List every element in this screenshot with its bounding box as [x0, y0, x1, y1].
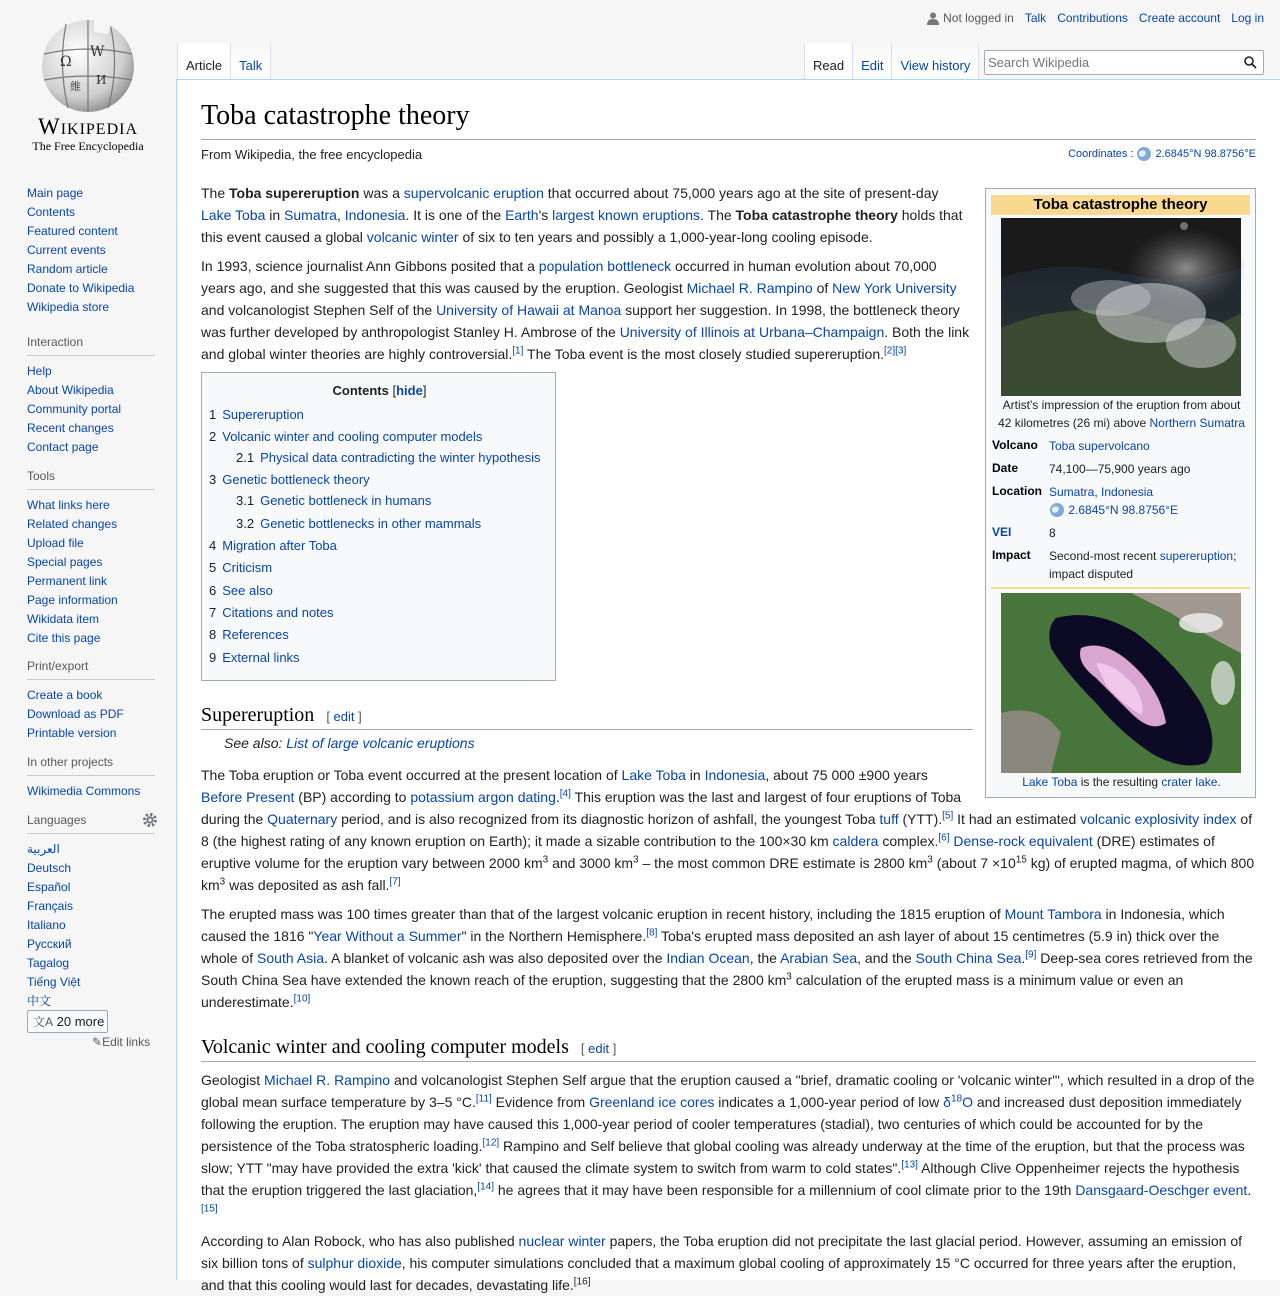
language-french[interactable]: Français: [27, 899, 74, 913]
eruption-illustration: [1001, 218, 1241, 396]
infobox-caption-1: Artist's impression of the eruption from about 42 kilometres (26 mi) above Northern Sumatra: [998, 398, 1245, 430]
link-largest-eruptions[interactable]: largest known eruptions: [552, 207, 700, 223]
section-divider: [201, 729, 973, 730]
link-vei[interactable]: volcanic explosivity index: [1080, 811, 1237, 827]
create-account-link[interactable]: Create account: [1138, 11, 1221, 25]
link-earth[interactable]: Earth: [505, 207, 539, 223]
tab-view-history[interactable]: View history: [891, 43, 979, 79]
globe-icon[interactable]: [1136, 146, 1152, 162]
ref-13[interactable]: [13]: [901, 1159, 918, 1171]
toc-item-3-2[interactable]: 3.2 Genetic bottlenecks in other mammals: [236, 516, 482, 531]
link-south-asia[interactable]: South Asia: [257, 950, 324, 966]
ref-10[interactable]: [10]: [293, 993, 311, 1005]
link-crater-lake[interactable]: crater lake: [1161, 775, 1218, 789]
toc-hide-link[interactable]: hide: [396, 383, 423, 398]
globe-icon[interactable]: [1049, 502, 1065, 518]
section-heading-supereruption: Supereruption [ edit ]: [201, 704, 362, 726]
sidebar-interaction: [27, 335, 159, 457]
supereruption-paragraph-2: The erupted mass was 100 times greater than that of the largest volcanic eruption in recent history, including the 1815 eruption of Mount Tambora in Indonesia, which caused the 1816 "Year Without a Summer" in the Northern Hemisphere.[8] Toba's erupted mass deposited an ash layer of about 15 centimetres (5.9 in) thick over the whole of South Asia. A blanket of volcanic ash was also deposited over the Indian Ocean, the Arabian Sea, and the South China Sea.[9] Deep-sea cores retrieved from the South China Sea have extended the known reach of the eruption, suggesting that the 2800 $km^3$ calculation of the erupted mass is a minimum value or even an underestimate.[10]: [201, 906, 1253, 1010]
sidebar-item-contents[interactable]: Contents: [27, 205, 76, 219]
table-of-contents: Contents [hide] 1 Supereruption 2 Volcanic winter and cooling computer models 2.1 Physical data contradicting the winter hypothesis 3 Genetic bottleneck theory 3.1 Genetic bottleneck in humans 3.2 Genetic bottlenecks in other mammals 4 Migration after Toba 5 Criticism 6 See also 7 Citations and notes 8 References 9 External links: [201, 372, 556, 681]
sidebar-print-export: [27, 659, 159, 743]
svg-text:И: И: [96, 73, 107, 87]
sidebar-item-what-links-here[interactable]: What links here: [27, 498, 110, 512]
lake-toba-satellite-image[interactable]: [1001, 593, 1241, 773]
namespace-tabs: [177, 43, 271, 79]
ref-2[interactable]: [2]: [884, 345, 896, 357]
sidebar-item-permanent-link[interactable]: Permanent link: [27, 574, 108, 588]
infobox-value-date: 74,100—75,900 years ago: [1049, 462, 1191, 476]
toc-item-8[interactable]: 8 References: [209, 627, 289, 642]
infobox-label-impact: Impact: [992, 548, 1031, 562]
lead-paragraph-1: The Toba supereruption was a supervolcanic eruption that occurred about 75,000 years ago at the site of present-day Lake Toba in Sumatra, Indonesia. It is one of the Earth's largest known eruptions. The Toba catastrophe theory holds that this event caused a global volcanic winter of six to ten years and possibly a 1,000-year-long cooling episode.: [201, 185, 963, 245]
wordmark: Wikipedia: [37, 114, 139, 139]
link-volcanic-winter[interactable]: volcanic winter: [366, 229, 459, 245]
sidebar-other-projects: [27, 755, 159, 801]
lead-paragraph-2: In 1993, science journalist Ann Gibbons posited that a population bottleneck occurred in human evolution about 70,000 years ago, and she suggested that this was caused by the eruption. Geologist Michael R. Rampino of New York University and volcanologist Stephen Self of the University of Hawaii at Manoa support her suggestion. In 1998, the bottleneck theory was further developed by anthropologist Stanley H. Ambrose of the University of Illinois at Urbana–Champaign. Both the link and global winter theories are highly controversial.[1] The Toba event is the most closely studied supereruption.[2][3]: [201, 258, 970, 362]
sidebar-item-create-book[interactable]: Create a book: [27, 688, 103, 702]
link-sumatra[interactable]: Sumatra: [284, 207, 337, 223]
sidebar-item-about[interactable]: About Wikipedia: [27, 383, 114, 397]
eruption-image[interactable]: [1001, 218, 1241, 396]
toc-item-3[interactable]: 3 Genetic bottleneck theory: [209, 472, 370, 487]
link-northern-sumatra[interactable]: Northern Sumatra: [1149, 416, 1245, 430]
link-year-without-summer[interactable]: Year Without a Summer: [313, 928, 462, 944]
link-university-of-hawaii[interactable]: University of Hawaii at Manoa: [436, 302, 622, 318]
infobox-divider: [991, 587, 1250, 589]
sidebar-navigation: [27, 184, 159, 317]
link-lake-toba[interactable]: Lake Toba: [201, 207, 266, 223]
toc-item-6[interactable]: 6 See also: [209, 583, 273, 598]
link-quaternary[interactable]: Quaternary: [267, 811, 338, 827]
link-sulphur-dioxide[interactable]: sulphur dioxide: [307, 1255, 402, 1271]
link-michael-rampino[interactable]: Michael R. Rampino: [686, 280, 813, 296]
ref-11[interactable]: [11]: [475, 1093, 492, 1105]
sidebar-item-random-article[interactable]: Random article: [27, 262, 108, 276]
log-in-link[interactable]: Log in: [1231, 11, 1264, 25]
tab-talk[interactable]: Talk: [230, 43, 271, 79]
toc-item-4[interactable]: 4 Migration after Toba: [209, 538, 337, 553]
link-sumatra-infobox[interactable]: Sumatra: [1049, 485, 1095, 499]
sidebar-heading-interaction: Interaction: [27, 335, 155, 356]
toc-item-5[interactable]: 5 Criticism: [209, 560, 273, 575]
link-lake-toba-caption[interactable]: Lake Toba: [1022, 775, 1078, 789]
link-indonesia-infobox[interactable]: Indonesia: [1101, 485, 1154, 499]
infobox-value-volcano[interactable]: Toba supervolcano: [1049, 439, 1150, 453]
sidebar-item-page-information[interactable]: Page information: [27, 593, 118, 607]
more-languages-button[interactable]: [27, 1010, 108, 1033]
sidebar-item-contact[interactable]: Contact page: [27, 440, 99, 454]
link-uiuc[interactable]: University of Illinois at Urbana–Champaign: [619, 324, 885, 340]
sidebar-item-main-page[interactable]: Main page: [27, 186, 84, 200]
infobox-value-impact: Second-most recent supereruption; impact disputed: [1049, 549, 1237, 581]
language-german[interactable]: Deutsch: [27, 861, 72, 875]
toc-title: Contents: [332, 383, 389, 398]
sidebar-item-printable-version[interactable]: Printable version: [27, 726, 117, 740]
coordinates: Coordinates : 2.6845°N 98.8756°E: [1068, 148, 1256, 160]
infobox-label-volcano: Volcano: [992, 438, 1038, 452]
infobox-title: Toba catastrophe theory: [991, 195, 1250, 215]
link-caldera[interactable]: caldera: [832, 833, 879, 849]
sidebar-item-help[interactable]: Help: [27, 364, 52, 378]
toc-item-1[interactable]: 1 Supereruption: [209, 407, 304, 422]
page-title: Toba catastrophe theory: [201, 100, 470, 131]
svg-text:Ω: Ω: [60, 54, 72, 70]
contributions-link[interactable]: Contributions: [1057, 11, 1128, 25]
language-vietnamese[interactable]: Tiếng Việt: [27, 975, 81, 989]
toc-item-2-1[interactable]: 2.1 Physical data contradicting the winter hypothesis: [236, 450, 541, 465]
site-subtitle: From Wikipedia, the free encyclopedia: [201, 147, 423, 162]
sidebar-item-current-events[interactable]: Current events: [27, 243, 106, 257]
toc-item-2[interactable]: 2 Volcanic winter and cooling computer models: [209, 429, 483, 444]
tagline: The Free Encyclopedia: [32, 139, 144, 153]
sidebar-item-featured-content[interactable]: Featured content: [27, 224, 118, 238]
link-indonesia-2[interactable]: Indonesia: [704, 767, 766, 783]
wikipedia-logo[interactable]: [0, 0, 176, 160]
link-dense-rock-equivalent[interactable]: Dense-rock equivalent: [953, 833, 1093, 849]
language-chinese[interactable]: 中文: [27, 994, 52, 1008]
language-russian[interactable]: Русский: [27, 937, 72, 951]
ref-12[interactable]: [12]: [482, 1137, 500, 1149]
link-michael-rampino-2[interactable]: Michael R. Rampino: [264, 1072, 391, 1088]
lake-toba-map: [1001, 593, 1241, 773]
search-box: [984, 50, 1264, 75]
sidebar-heading-print: Print/export: [27, 659, 155, 680]
ref-6[interactable]: [6]: [938, 832, 950, 844]
ref-14[interactable]: [14]: [477, 1181, 494, 1193]
link-indian-ocean[interactable]: Indian Ocean: [666, 950, 750, 966]
puzzle-globe-icon: [36, 14, 140, 114]
ref-15[interactable]: [15]: [201, 1203, 218, 1215]
translate-icon: 文A: [33, 1015, 54, 1029]
sidebar-item-store[interactable]: Wikipedia store: [27, 300, 110, 314]
title-divider: [201, 139, 1256, 140]
section-divider: [201, 1061, 1256, 1062]
infobox-label-location: Location: [992, 484, 1042, 498]
link-arabian-sea[interactable]: Arabian Sea: [780, 950, 858, 966]
sidebar-item-download-pdf[interactable]: Download as PDF: [27, 707, 124, 721]
ref-5[interactable]: [5]: [942, 810, 954, 822]
infobox-value-location: Sumatra, Indonesia 2.6845°N 98.8756°E: [1049, 485, 1179, 517]
link-nyu[interactable]: New York University: [832, 280, 957, 296]
toc-item-7[interactable]: 7 Citations and notes: [209, 605, 334, 620]
language-settings-gear-icon[interactable]: [142, 812, 158, 828]
view-tabs: [804, 43, 979, 79]
tab-edit[interactable]: Edit: [852, 43, 891, 79]
coordinates-value[interactable]: 2.6845°N 98.8756°E: [1155, 148, 1256, 160]
ref-7[interactable]: [7]: [389, 876, 401, 888]
link-potassium-argon-dating[interactable]: potassium argon dating: [410, 789, 556, 805]
sidebar-item-wikidata-item[interactable]: Wikidata item: [27, 612, 100, 626]
sidebar-heading-projects: In other projects: [27, 755, 155, 776]
toc-item-3-1[interactable]: 3.1 Genetic bottleneck in humans: [236, 493, 432, 508]
search-icon[interactable]: [1244, 56, 1257, 69]
supereruption-paragraph-1: The Toba eruption or Toba event occurred at the present location of Lake Toba in Indonesia, about 75 000 ±900 years Before Present (BP) according to potassium argon dating.[4] This eruption was the last and largest of four eruptions of Toba during the Quaternary period, and is also recognized from its diagnostic horizon of ashfall, the youngest Toba tuff (YTT).[5] It had an estimated volcanic explosivity index of 8 (the highest rating of any known eruption on Earth); it made a sizable contribution to the 100×30 km caldera complex.[6] Dense-rock equivalent (DRE) estimates of eruptive volume for the eruption vary between 2000 $km^3$ and 3000 $km^3$ – the most common DRE estimate is 2800 $km^3$ (about $7 \times 10^{15}$ kg) of erupted magma, of which 800 $km^3$ was deposited as ash fall.[7]: [201, 767, 1255, 893]
section-heading-volcanic-winter: Volcanic winter and cooling computer models [ edit ]: [201, 1036, 617, 1058]
edit-section-supereruption[interactable]: edit: [333, 709, 355, 724]
personal-tools: [927, 8, 1264, 28]
link-list-of-large-eruptions[interactable]: List of large volcanic eruptions: [286, 735, 475, 751]
infobox-value-vei: 8: [1049, 526, 1056, 540]
volcanic-winter-paragraph-2: According to Alan Robock, who has also published nuclear winter papers, the Toba eruption did not precipitate the last glacial period. However, assuming an emission of six billion tons of sulphur dioxide, his computer simulations concluded that a maximum global cooling of approximately 15 °C occurred for three years after the eruption, and that this cooling would last for decades, devastating life.[16]: [201, 1233, 1243, 1293]
edit-section-volcanic-winter[interactable]: edit: [588, 1041, 610, 1056]
link-supereruption[interactable]: supereruption: [1159, 549, 1234, 563]
sidebar-heading-tools: Tools: [27, 469, 155, 490]
edit-links[interactable]: ✎Edit links: [92, 1035, 151, 1049]
sidebar-item-special-pages[interactable]: Special pages: [27, 555, 103, 569]
infobox-coordinates[interactable]: 2.6845°N 98.8756°E: [1068, 503, 1179, 517]
tab-read[interactable]: Read: [804, 43, 852, 79]
link-nuclear-winter[interactable]: nuclear winter: [518, 1233, 606, 1249]
coordinates-label[interactable]: Coordinates: [1068, 148, 1128, 160]
link-greenland-ice-cores[interactable]: Greenland ice cores: [589, 1094, 715, 1110]
link-supervolcanic-eruption[interactable]: supervolcanic eruption: [403, 185, 544, 201]
svg-text:維: 維: [70, 80, 81, 93]
link-population-bottleneck[interactable]: population bottleneck: [538, 258, 672, 274]
link-delta-18o[interactable]: $\delta^{18}O$: [943, 1093, 973, 1110]
infobox-caption-2: Lake Toba is the resulting crater lake.: [1022, 775, 1221, 789]
sidebar-item-recent-changes[interactable]: Recent changes: [27, 421, 114, 435]
toc-item-9[interactable]: 9 External links: [209, 650, 300, 665]
volcanic-winter-paragraph-1: Geologist Michael R. Rampino and volcanologist Stephen Self argue that the eruption caused a "brief, dramatic cooling or 'volcanic winter'", which resulted in a drop of the global mean surface temperature by 3–5 °C.[11] Evidence from Greenland ice cores indicates a 1,000-year period of low $\delta^{18}O$ and increased dust deposition immediately following the eruption. The eruption may have caused this 1,000-year period of cooler temperatures (stadial), two centuries of which could be accounted for by the persistence of the Toba stratospheric loading.[12] Rampino and Self believe that global cooling was already underway at the time of the eruption, but that the process was slow; YTT "may have provided the extra 'kick' that caused the climate system to switch from warm to cold states".[13] Although Clive Oppenheimer rejects the hypothesis that the eruption triggered the last glaciation,[14] he agrees that it may have been responsible for a millennium of cool climate prior to the 19th Dansgaard-Oeschger event.[15]: [201, 1072, 1255, 1215]
sidebar-item-cite-this-page[interactable]: Cite this page: [27, 631, 101, 645]
pencil-icon: ✎: [92, 1035, 103, 1049]
ref-1[interactable]: [1]: [512, 345, 524, 357]
link-south-china-sea[interactable]: South China Sea: [915, 950, 1022, 966]
search-input[interactable]: [985, 51, 1235, 73]
link-dansgaard-oeschger[interactable]: Dansgaard-Oeschger event: [1075, 1182, 1248, 1198]
see-also-hatnote: See also: List of large volcanic eruptions: [224, 735, 475, 751]
sidebar-heading-languages: Languages: [27, 813, 155, 834]
link-mount-tambora[interactable]: Mount Tambora: [1004, 906, 1102, 922]
sidebar-languages: [27, 813, 159, 1011]
ref-8[interactable]: [8]: [646, 927, 658, 939]
infobox-label-vei[interactable]: VEI: [992, 525, 1012, 539]
link-tuff[interactable]: tuff: [879, 811, 899, 827]
ref-3[interactable]: [3]: [895, 345, 907, 357]
infobox: [985, 188, 1256, 798]
link-lake-toba-2[interactable]: Lake Toba: [621, 767, 686, 783]
link-before-present[interactable]: Before Present: [201, 789, 295, 805]
more-languages-label: 20 more: [56, 1014, 105, 1029]
language-arabic[interactable]: العربية: [27, 842, 60, 856]
language-tagalog[interactable]: Tagalog: [27, 956, 70, 970]
infobox-label-date: Date: [992, 461, 1019, 475]
sidebar-item-wikimedia-commons[interactable]: Wikimedia Commons: [27, 784, 141, 798]
talk-link[interactable]: Talk: [1024, 11, 1047, 25]
sidebar-item-donate[interactable]: Donate to Wikipedia: [27, 281, 135, 295]
tab-article[interactable]: Article: [177, 43, 230, 79]
svg-text:W: W: [90, 44, 105, 60]
link-indonesia[interactable]: Indonesia: [344, 207, 406, 223]
language-spanish[interactable]: Español: [27, 880, 71, 894]
sidebar-tools: [27, 469, 159, 648]
ref-9[interactable]: [9]: [1025, 949, 1037, 961]
not-logged-in: Not logged in: [927, 11, 1014, 25]
sidebar-item-related-changes[interactable]: Related changes: [27, 517, 118, 531]
user-icon: [927, 12, 939, 25]
language-italian[interactable]: Italiano: [27, 918, 66, 932]
sidebar-item-upload-file[interactable]: Upload file: [27, 536, 84, 550]
sidebar-item-community-portal[interactable]: Community portal: [27, 402, 122, 416]
ref-4[interactable]: [4]: [559, 788, 571, 800]
